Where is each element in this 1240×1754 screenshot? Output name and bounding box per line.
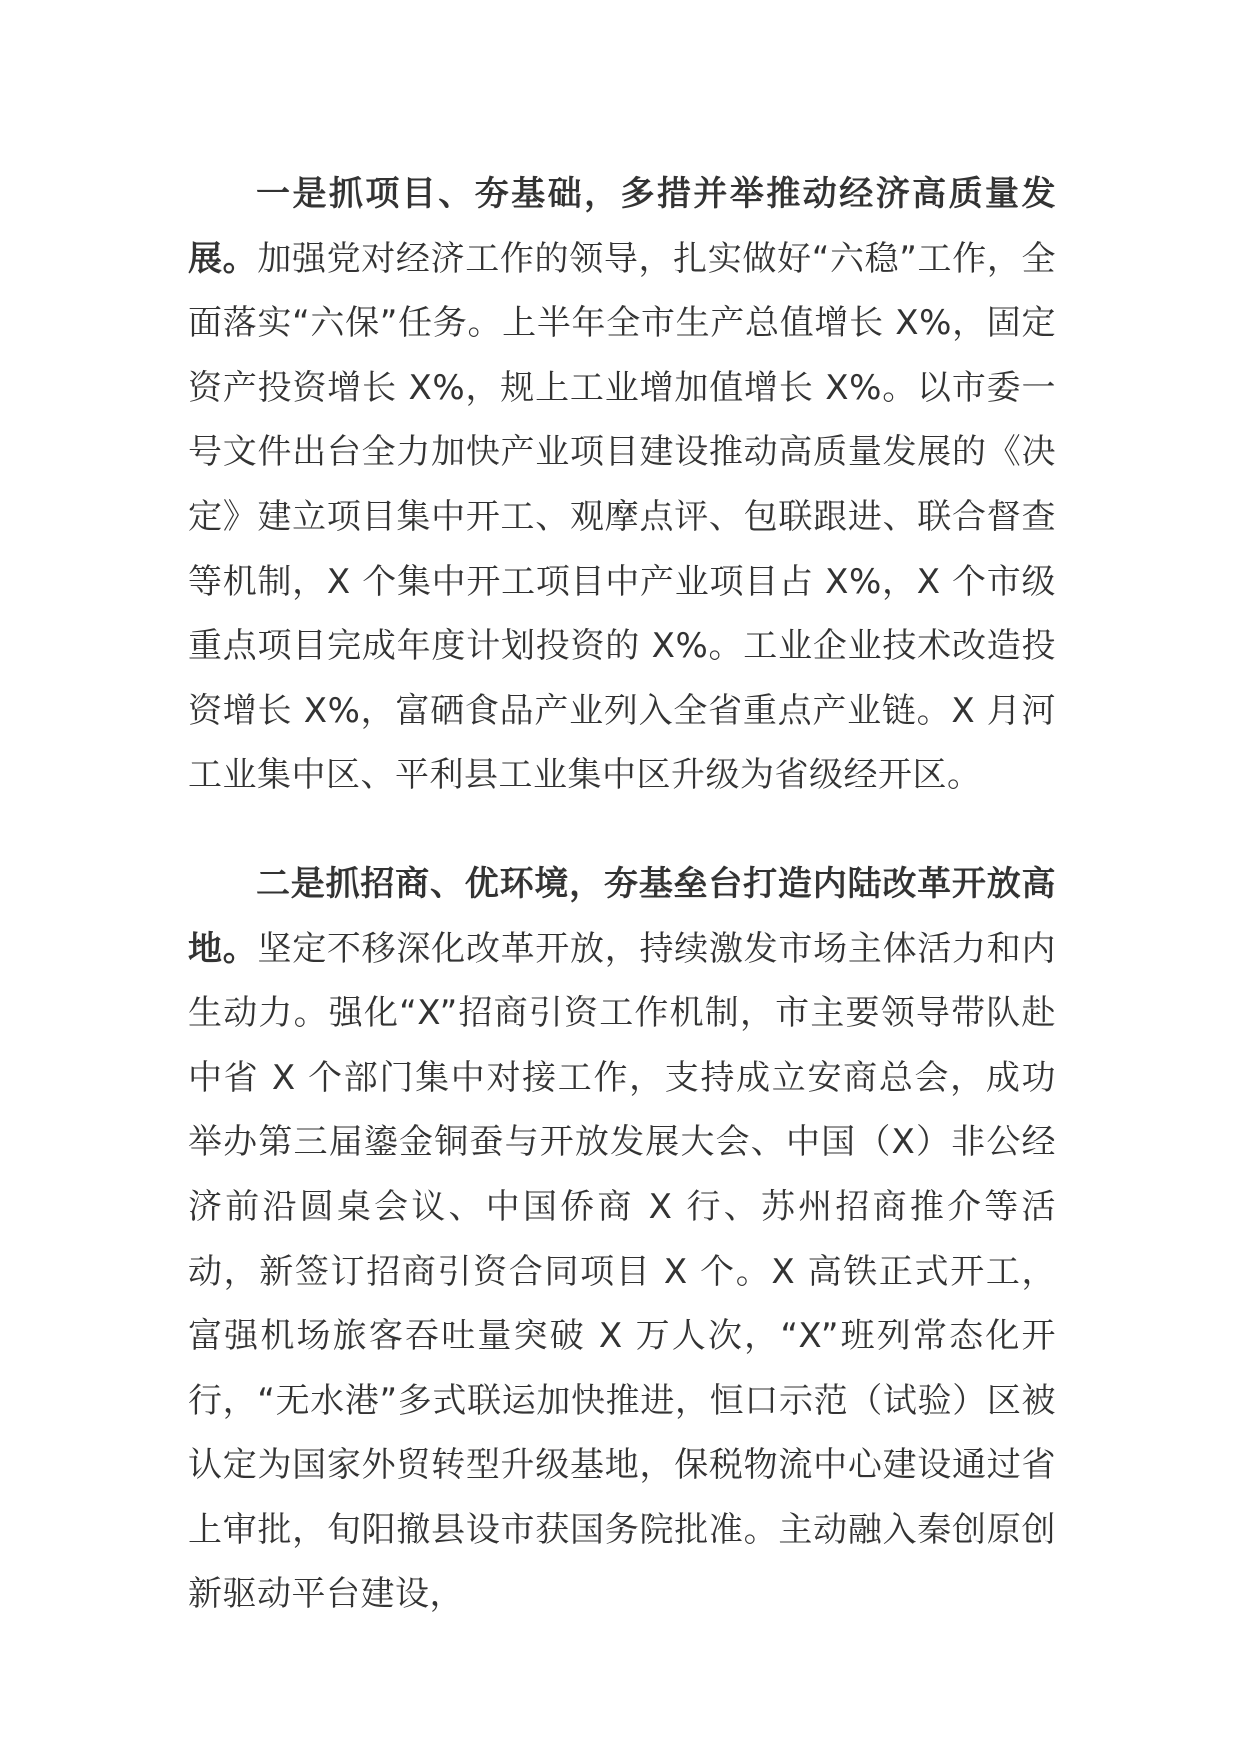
document-body	[188, 162, 1056, 1627]
paragraph-body-text: 加强党对经济工作的领导，扎实做好“六稳”工作，全面落实“六保”任务。上半年全市生产总值增长 X%，固定资产投资增长 X%，规上工业增加值增长 X%。以市委一号文件出台全力加快产业项目建设推动高质量发展的《决定》建立项目集中开工、观摩点评、包联跟进、联合督查等机制，X 个集中开工项目中产业项目占 X%，X 个市级重点项目完成年度计划投资的 X%。工业企业技术改造投资增长 X%，富硒食品产业列入全省重点产业链。X 月河工业集中区、平利县工业集中区升级为省级经开区。	[188, 238, 1057, 796]
paragraph-lead-heading: 一是抓项目、夯基础，多措并举推动经济高质量发展。	[188, 174, 1056, 279]
paragraph-investment	[188, 852, 1056, 1627]
paragraph-body-text: 坚定不移深化改革开放，持续激发市场主体活力和内生动力。强化“X”招商引资工作机制，市主要领导带队赴中省 X 个部门集中对接工作，支持成立安商总会，成功举办第三届鎏金铜蚕与开放发展大会、中国（X）非公经济前沿圆桌会议、中国侨商 X 行、苏州招商推介等活动，新签订招商引资合同项目 X 个。X 高铁正式开工，富强机场旅客吞吐量突破 X 万人次，“X”班列常态化开行，“无水港”多式联运加快推进，恒口示范（试验）区被认定为国家外贸转型升级基地，保税物流中心建设通过省上审批，旬阳撤县设市获国务院批准。主动融入秦创原创新驱动平台建设，	[188, 928, 1057, 1615]
paragraph-lead-heading: 二是抓招商、优环境，夯基垒台打造内陆改革开放高地。	[188, 863, 1056, 969]
paragraph-projects	[188, 162, 1056, 808]
